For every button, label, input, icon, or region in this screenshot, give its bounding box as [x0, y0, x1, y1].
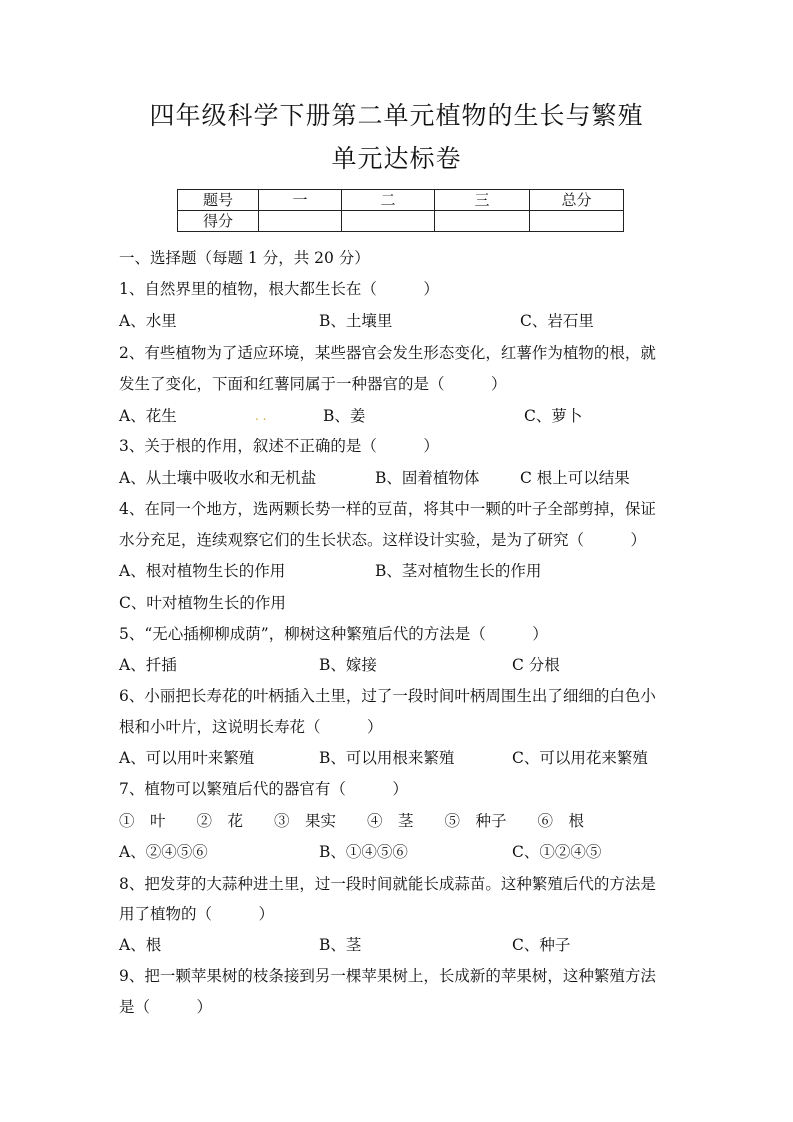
q4-option-a: A、根对植物生长的作用 — [119, 562, 286, 580]
q6-option-c: C、可以用花来繁殖 — [512, 749, 648, 767]
question-2-line-2: 发生了变化，下面和红薯同属于一种器官的是（ ） — [119, 375, 507, 393]
q2-option-b: B、姜 — [323, 407, 366, 425]
q8-option-c: C、种子 — [512, 936, 571, 954]
question-2-line-1: 2、有些植物为了适应环境，某些器官会发生形态变化，红薯作为植物的根，就 — [119, 344, 656, 362]
decorative-dots: . . — [255, 409, 267, 423]
question-9-line-2: 是（ ） — [119, 998, 213, 1016]
q1-option-b: B、土壤里 — [319, 312, 393, 330]
q5-option-c: C 分根 — [512, 656, 560, 674]
score-header-3: 三 — [435, 190, 530, 211]
q8-option-a: A、根 — [119, 936, 162, 954]
q7-organ-list: ① 叶 ② 花 ③ 果实 ④ 茎 ⑤ 种子 ⑥ 根 — [119, 812, 585, 830]
question-7: 7、植物可以繁殖后代的器官有（ ） — [119, 780, 408, 798]
question-5: 5、“无心插柳柳成荫”，柳树这种繁殖后代的方法是（ ） — [119, 625, 548, 643]
question-6-line-1: 6、小丽把长寿花的叶柄插入土里，过了一段时间叶柄周围生出了细细的白色小 — [119, 687, 656, 705]
score-header-1: 一 — [259, 190, 342, 211]
question-6-line-2: 根和小叶片，这说明长寿花（ ） — [119, 718, 383, 736]
score-row-label: 得分 — [178, 211, 259, 232]
q2-option-c: C、萝卜 — [524, 407, 583, 425]
question-9-line-1: 9、把一颗苹果树的枝条接到另一棵苹果树上，长成新的苹果树，这种繁殖方法 — [119, 967, 656, 985]
q7-option-b: B、①④⑤⑥ — [319, 843, 408, 861]
q7-option-a: A、②④⑤⑥ — [119, 843, 208, 861]
page-subtitle: 单元达标卷 — [331, 144, 462, 173]
score-table-score-row — [178, 211, 624, 232]
q6-option-a: A、可以用叶来繁殖 — [119, 749, 255, 767]
question-4-line-2: 水分充足，连续观察它们的生长状态。这样设计实验，是为了研究（ ） — [119, 531, 647, 549]
q4-option-c: C、叶对植物生长的作用 — [119, 594, 286, 612]
score-cell-2 — [342, 211, 435, 232]
score-header-label: 题号 — [178, 190, 259, 211]
q5-option-b: B、嫁接 — [319, 656, 377, 674]
q1-option-c: C、岩石里 — [520, 312, 594, 330]
question-8-line-2: 用了植物的（ ） — [119, 905, 275, 923]
score-table-header-row — [178, 190, 624, 211]
q3-option-c: C 根上可以结果 — [520, 469, 630, 487]
q2-option-a: A、花生 — [119, 407, 177, 425]
q4-option-b: B、茎对植物生长的作用 — [375, 562, 542, 580]
section-heading: 一、选择题（每题 1 分，共 20 分） — [119, 249, 370, 267]
page-title: 四年级科学下册第二单元植物的生长与繁殖 — [149, 101, 644, 130]
q5-option-a: A、扦插 — [119, 656, 177, 674]
question-1: 1、自然界里的植物，根大都生长在（ ） — [119, 280, 439, 298]
q7-option-c: C、①②④⑤ — [512, 843, 602, 861]
q3-option-a: A、从土壤中吸收水和无机盐 — [119, 469, 317, 487]
score-table — [177, 189, 624, 232]
q1-option-a: A、水里 — [119, 312, 177, 330]
q6-option-b: B、可以用根来繁殖 — [319, 749, 455, 767]
score-header-total: 总分 — [530, 190, 624, 211]
q3-option-b: B、固着植物体 — [375, 469, 480, 487]
question-3: 3、关于根的作用，叙述不正确的是（ ） — [119, 437, 439, 455]
q8-option-b: B、茎 — [319, 936, 362, 954]
score-header-2: 二 — [342, 190, 435, 211]
question-4-line-1: 4、在同一个地方，选两颗长势一样的豆苗，将其中一颗的叶子全部剪掉，保证 — [119, 500, 656, 518]
score-cell-3 — [435, 211, 530, 232]
score-cell-1 — [259, 211, 342, 232]
score-cell-total — [530, 211, 624, 232]
question-8-line-1: 8、把发芽的大蒜种进土里，过一段时间就能长成蒜苗。这种繁殖后代的方法是 — [119, 875, 656, 893]
